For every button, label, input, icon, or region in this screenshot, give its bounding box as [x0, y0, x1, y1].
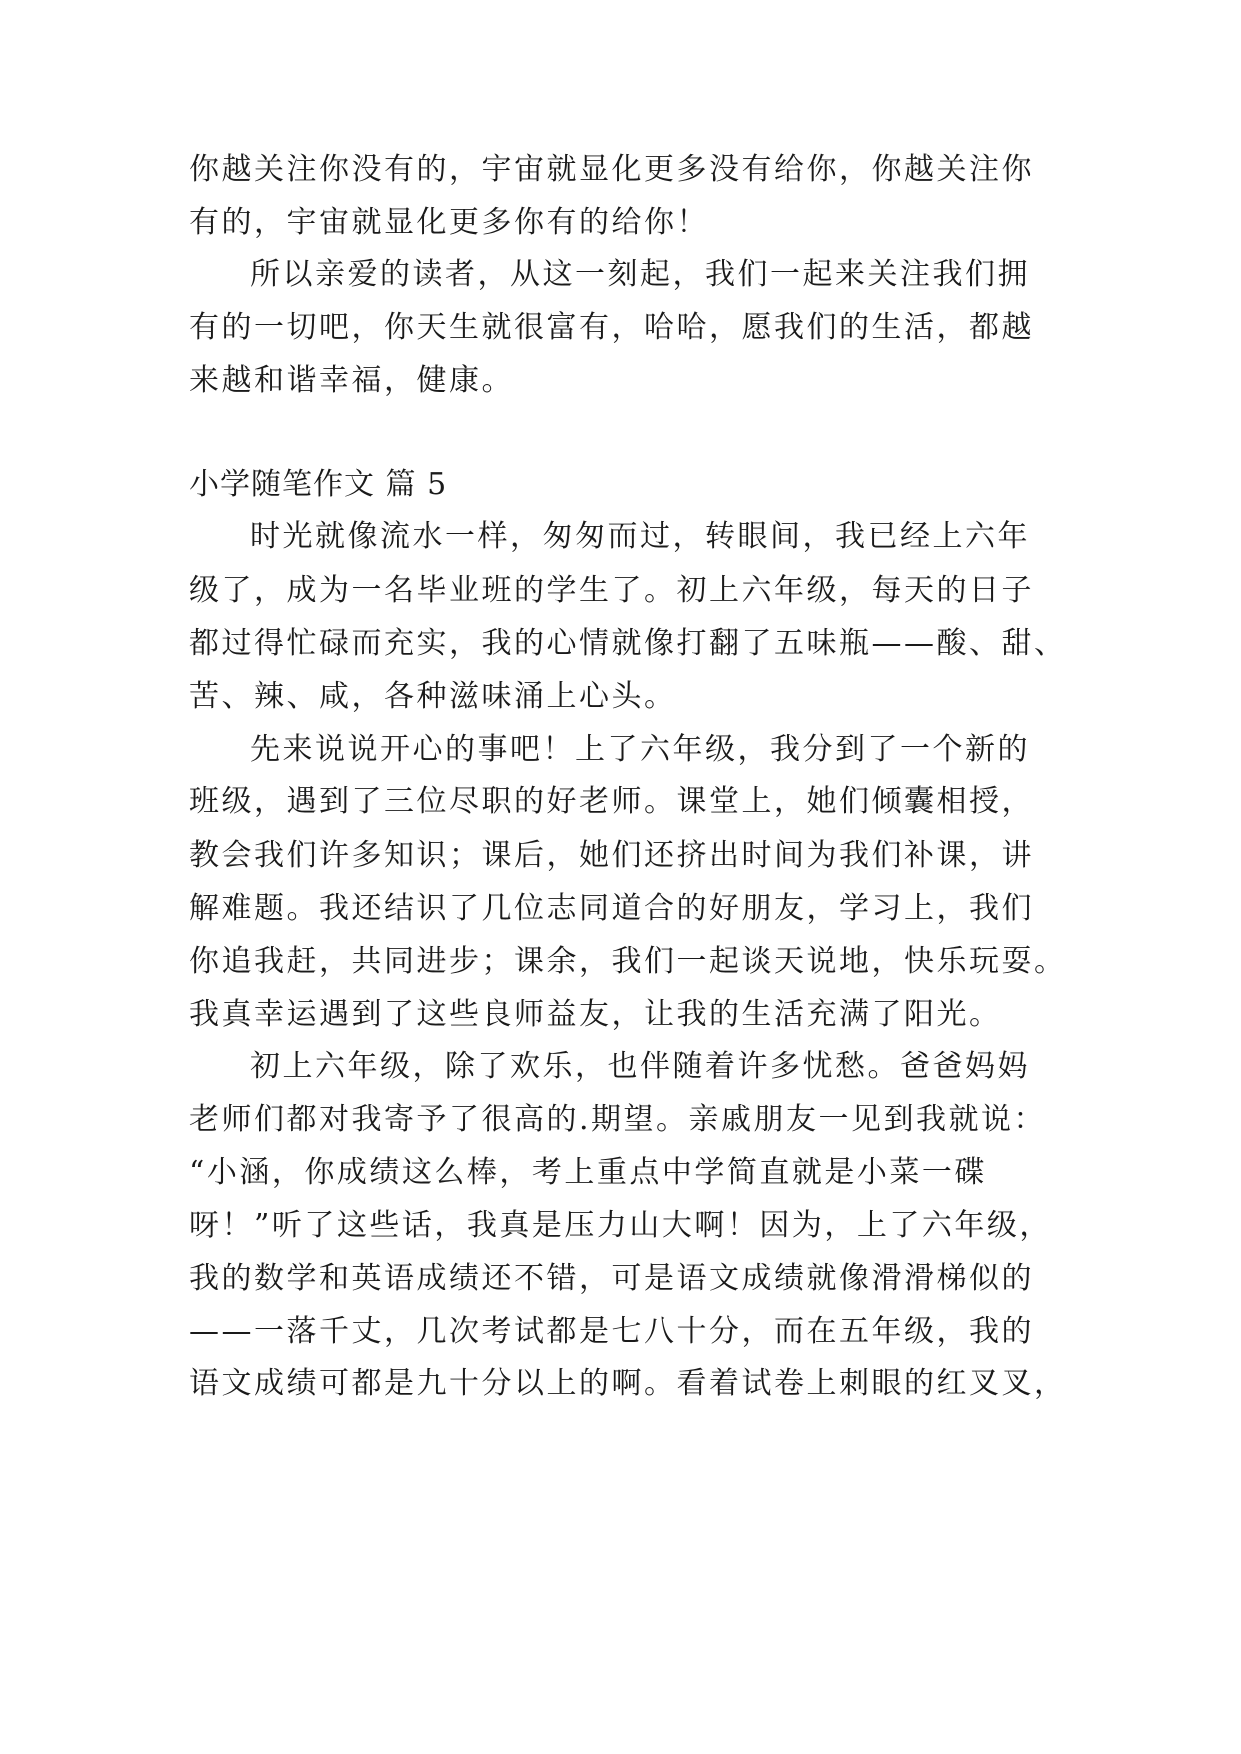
paragraph-first-line: 时光就像流水一样，匆匆而过，转眼间，我已经上六年: [250, 519, 1030, 554]
text-line: 语文成绩可都是九十分以上的啊。看着试卷上刺眼的红叉叉，: [189, 1366, 1067, 1401]
paragraph-first-line: 所以亲爱的读者，从这一刻起，我们一起来关注我们拥: [250, 257, 1030, 292]
text-line: 有的一切吧，你天生就很富有，哈哈，愿我们的生活，都越: [189, 310, 1034, 345]
paragraph-first-line: 初上六年级，除了欢乐，也伴随着许多忧愁。爸爸妈妈: [250, 1049, 1030, 1084]
text-line: 呀！”听了这些话，我真是压力山大啊！因为，上了六年级，: [189, 1208, 1052, 1243]
text-line: 老师们都对我寄予了很高的.期望。亲戚朋友一见到我就说：: [189, 1102, 1047, 1137]
text-line: 我的数学和英语成绩还不错，可是语文成绩就像滑滑梯似的: [189, 1261, 1034, 1296]
text-line: 级了，成为一名毕业班的学生了。初上六年级，每天的日子: [189, 573, 1034, 608]
text-line: “小涵，你成绩这么棒，考上重点中学简直就是小菜一碟: [189, 1155, 987, 1190]
text-line: 教会我们许多知识；课后，她们还挤出时间为我们补课，讲: [189, 838, 1034, 873]
section-heading: 小学随笔作文 篇 5: [189, 467, 448, 502]
text-line: 班级，遇到了三位尽职的好老师。课堂上，她们倾囊相授，: [189, 784, 1034, 819]
text-line: 解难题。我还结识了几位志同道合的好朋友，学习上，我们: [189, 891, 1034, 926]
text-line: 都过得忙碌而充实，我的心情就像打翻了五味瓶——酸、甜、: [189, 626, 1067, 661]
text-line: 苦、辣、咸，各种滋味涌上心头。: [189, 679, 677, 714]
text-line: 来越和谐幸福，健康。: [189, 363, 514, 398]
text-line: 我真幸运遇到了这些良师益友，让我的生活充满了阳光。: [189, 997, 1002, 1032]
paragraph-first-line: 先来说说开心的事吧！上了六年级，我分到了一个新的: [250, 732, 1030, 767]
text-line: 有的，宇宙就显化更多你有的给你！: [189, 205, 709, 240]
text-line: 你越关注你没有的，宇宙就显化更多没有给你，你越关注你: [189, 152, 1034, 187]
text-line: ——一落千丈，几次考试都是七八十分，而在五年级，我的: [189, 1314, 1034, 1349]
text-line: 你追我赶，共同进步；课余，我们一起谈天说地，快乐玩耍。: [189, 944, 1067, 979]
